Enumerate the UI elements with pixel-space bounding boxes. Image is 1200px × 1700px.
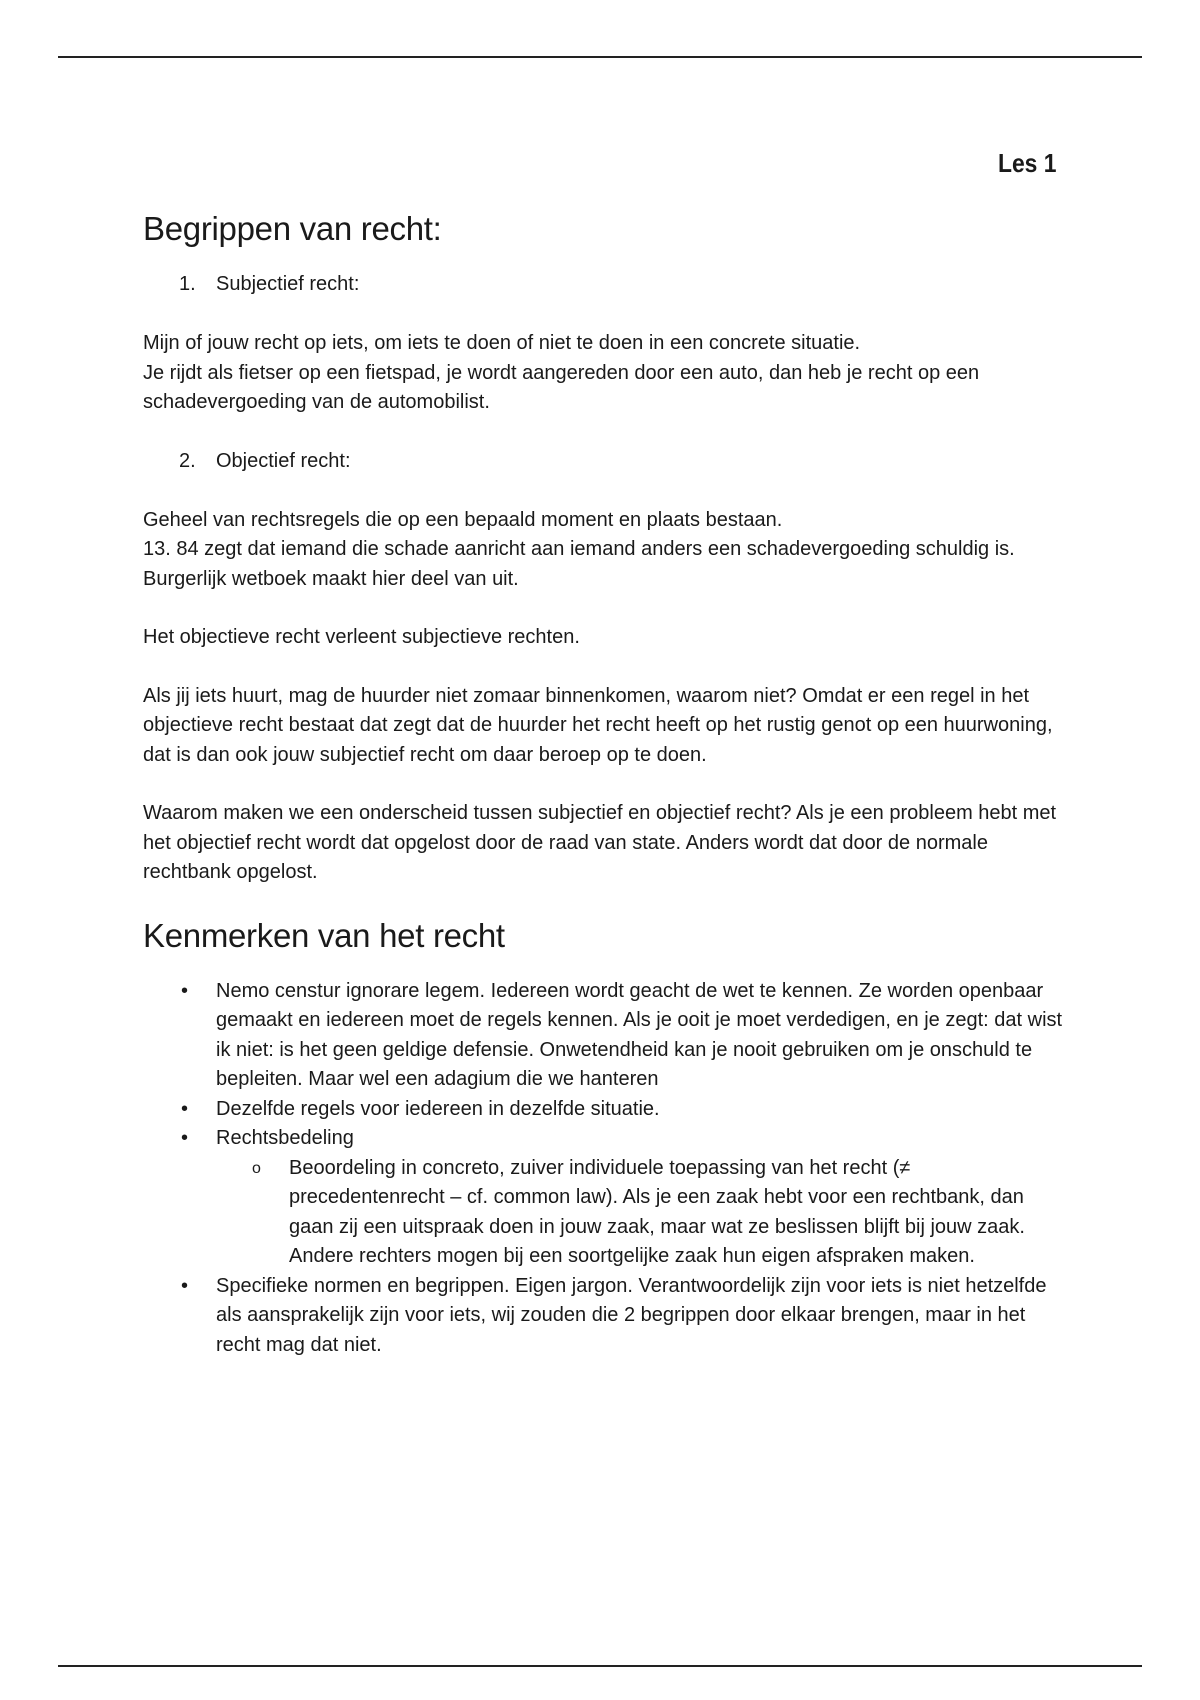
section-title-begrippen: Begrippen van recht: [143,210,442,247]
paragraph-verleent: Het objectieve recht verleent subjectieve rechten. [143,626,580,648]
list-item-text: Nemo censtur ignorare legem. Iedereen wordt geacht de wet te kennen. Ze worden openbaar gemaakt en iedereen moet de regels kennen. Als je ooit je moet verdedigen, en je zegt: dat wist ik niet: is het geen geldige defensie. Onwetendheid kan je nooit gebruiken om je onschuld te bepleiten. Maar wel een adagium die we hanteren [216,979,1063,1090]
paragraph-subjectief [143,329,1063,418]
list-item-text: Specifieke normen en begrippen. Eigen jargon. Verantwoordelijk zijn voor iets is niet hetzelfde als aansprakelijk zijn voor iets, wij zouden die 2 begrippen door elkaar brengen, maar in het recht mag dat niet. [216,1274,1047,1356]
numbered-item-objectief [143,447,1063,476]
paragraph-huur: Als jij iets huurt, mag de huurder niet zomaar binnenkomen, waarom niet? Omdat er een regel in het objectieve recht bestaat dat zegt dat de huurder het recht heeft op het rustig genot op een huurwoning, dat is dan ook jouw subjectief recht om daar beroep op te doen. [143,684,1053,766]
bullet-icon: • [181,1274,189,1297]
bullet-icon: • [181,1097,189,1120]
list-item [143,1124,1063,1272]
item-number: 2. [179,449,196,472]
document-body [143,210,1063,1360]
sub-list-item-text: Beoordeling in concreto, zuiver individuele toepassing van het recht (≠ precedentenrecht – cf. common law). Als je een zaak hebt voor een rechtbank, dan gaan zij een uitspraak doen in jouw zaak, maar wat ze beslissen blijft bij jouw zaak. Andere rechters mogen bij een soortgelijke zaak hun eigen afspraken maken. [289,1156,1025,1267]
bottom-rule [58,1665,1142,1667]
list-item-text: Rechtsbedeling [216,1127,354,1149]
item-label: Objectief recht: [216,449,351,472]
item-number: 1. [179,273,196,295]
list-item-text: Dezelfde regels voor iedereen in dezelfde situatie. [216,1097,660,1120]
bullet-icon: • [181,1127,189,1149]
paragraph-line: Geheel van rechtsregels die op een bepaald moment en plaats bestaan. [143,508,783,531]
section-title-kenmerken: Kenmerken van het recht [143,916,505,954]
paragraph-line: Je rijdt als fietser op een fietspad, je wordt aangereden door een auto, dan heb je recht op een schadevergoeding van de automobilist. [143,361,980,413]
hollow-bullet-icon: o [252,1159,261,1177]
bullet-list [143,977,1063,1361]
lesson-label: Les 1 [997,148,1056,178]
paragraph-line: Mijn of jouw recht op iets, om iets te doen of niet te doen in een concrete situatie. [143,332,861,354]
list-item [143,1095,1063,1125]
bullet-icon: • [181,979,189,1002]
sub-bullet-list [216,1154,1063,1272]
sub-list-item [216,1154,1063,1272]
top-rule [58,56,1142,58]
paragraph-line: 13. 84 zegt dat iemand die schade aanricht aan iemand anders een schadevergoeding schuldig is. Burgerlijk wetboek maakt hier deel van uit. [143,538,1015,590]
list-item [143,1272,1063,1361]
item-label: Subjectief recht: [216,273,360,295]
list-item [143,977,1063,1095]
paragraph-onderscheid: Waarom maken we een onderscheid tussen subjectief en objectief recht? Als je een probleem hebt met het objectief recht wordt dat opgelost door de raad van state. Anders wordt dat door de normale rechtbank opgelost. [143,802,1057,883]
numbered-item-subjectief [143,270,1063,299]
paragraph-objectief [143,506,1063,595]
